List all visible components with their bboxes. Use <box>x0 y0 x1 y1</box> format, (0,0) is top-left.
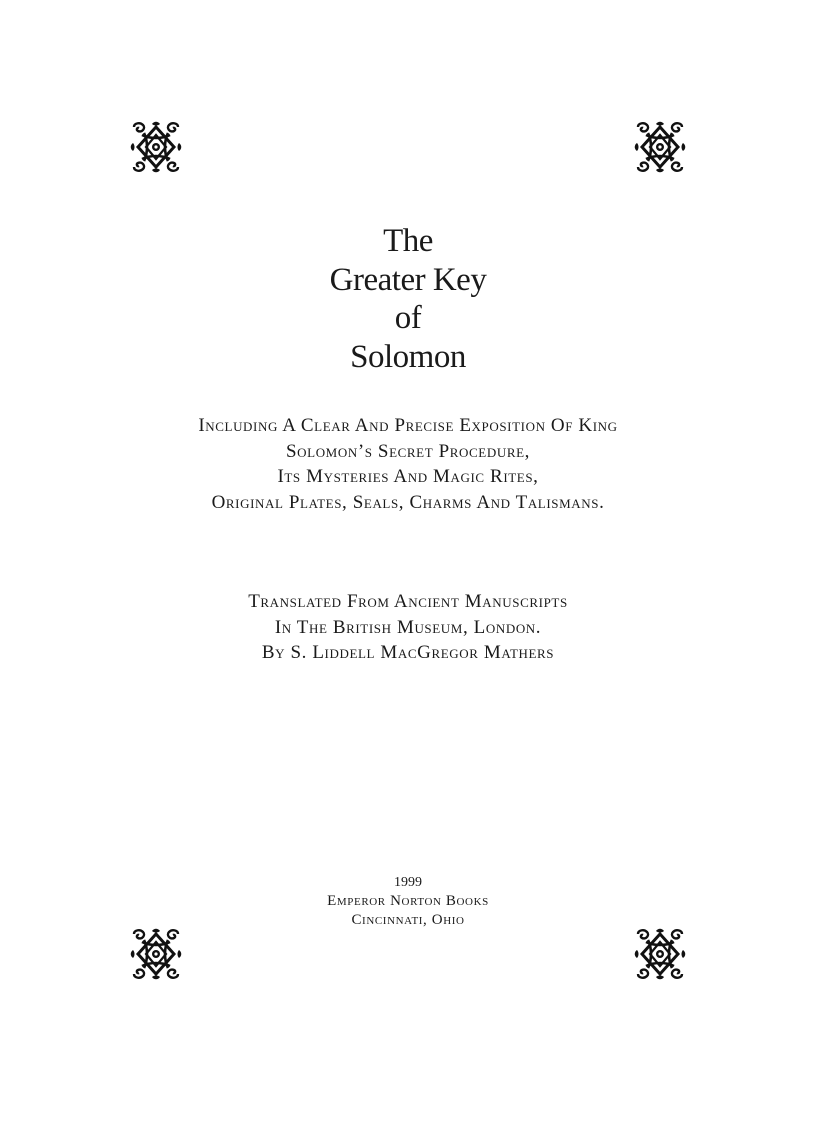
title-line: Greater Key <box>329 261 487 298</box>
title-line: of <box>394 300 422 336</box>
subtitle-line: Solomon’s Secret Procedure, <box>286 440 530 462</box>
book-title <box>0 222 816 376</box>
publication-year: 1999 <box>394 875 422 890</box>
translation-line: In The British Museum, London. <box>274 616 542 638</box>
title-line: Solomon <box>350 338 466 375</box>
corner-ornament-icon <box>634 928 686 980</box>
subtitle-line: Including A Clear And Precise Exposition Of King <box>198 415 618 436</box>
book-subtitle <box>0 413 816 515</box>
subtitle-line: Original Plates, Seals, Charms And Talismans. <box>211 491 605 513</box>
publisher-name: Emperor Norton Books <box>327 893 489 909</box>
translation-credit <box>0 589 816 666</box>
publisher-location: Cincinnati, Ohio <box>351 912 465 928</box>
translation-line: Translated From Ancient Manuscripts <box>248 591 568 612</box>
corner-ornament-icon <box>130 121 182 173</box>
translation-line: By S. Liddell MacGregor Mathers <box>261 642 555 663</box>
publisher-imprint <box>0 873 816 930</box>
title-line: The <box>383 223 433 259</box>
corner-ornament-icon <box>634 121 686 173</box>
subtitle-line: Its Mysteries And Magic Rites, <box>277 466 539 487</box>
corner-ornament-icon <box>130 928 182 980</box>
